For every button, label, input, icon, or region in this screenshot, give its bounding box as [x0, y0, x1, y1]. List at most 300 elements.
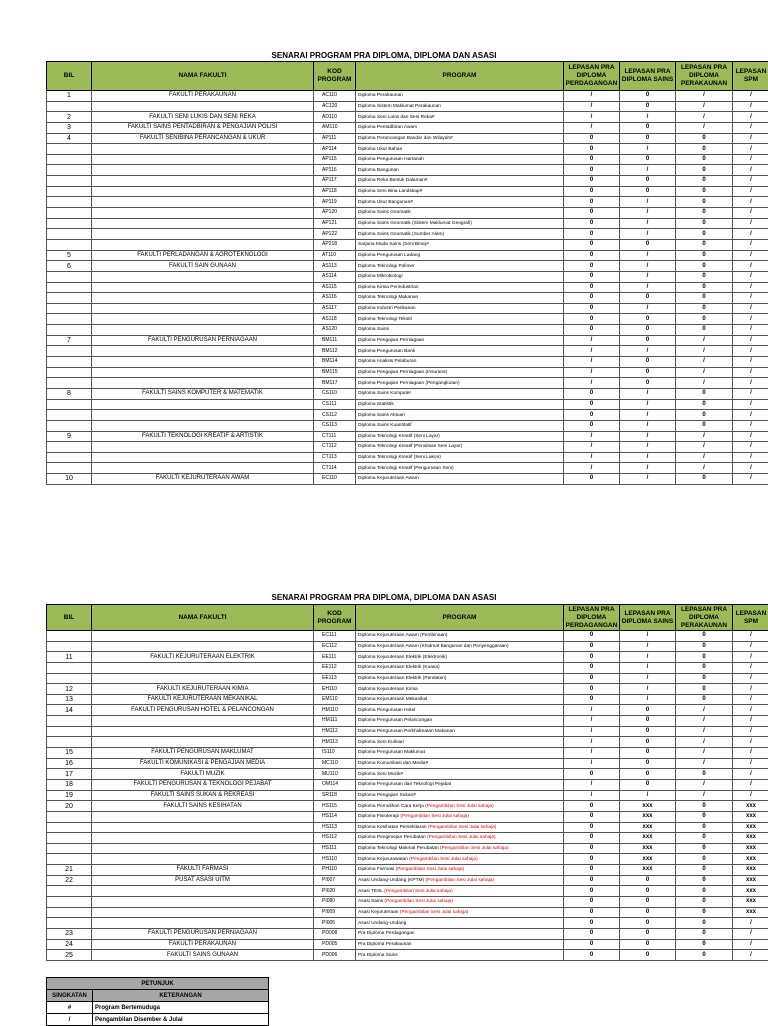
program-name-cell — [356, 907, 564, 918]
bil-cell — [47, 843, 92, 854]
pra-diploma-perakaunan-cell: 0 — [676, 293, 733, 304]
pra-diploma-perakaunan-cell: / — [676, 737, 733, 748]
bil-cell: 14 — [47, 705, 92, 716]
faculty-name-cell — [92, 907, 314, 918]
table-row — [47, 641, 768, 652]
pra-diploma-perakaunan-cell: / — [676, 112, 733, 123]
program-code-cell: CT112 — [314, 442, 356, 453]
pra-diploma-perakaunan-cell: 0 — [676, 474, 733, 485]
program-name-cell — [356, 452, 564, 463]
pra-diploma-sains-cell: xxx — [620, 865, 676, 876]
pra-diploma-sains-cell: 0 — [620, 133, 676, 144]
program-code-cell: BM115 — [314, 367, 356, 378]
program-name-text: Diploma Kejuruteraan Elektrik (Kuasa) — [358, 665, 440, 670]
pra-diploma-perakaunan-cell: 0 — [676, 652, 733, 663]
pra-diploma-perakaunan-cell: 0 — [676, 218, 733, 229]
program-code-cell: EC110 — [314, 474, 356, 485]
spm-cell: / — [733, 779, 768, 790]
spm-cell: / — [733, 154, 768, 165]
program-name-cell — [356, 652, 564, 663]
program-name-cell — [356, 790, 564, 801]
pra-diploma-perdagangan-cell: 0 — [564, 165, 620, 176]
pra-diploma-perakaunan-cell: 0 — [676, 854, 733, 865]
pra-diploma-perakaunan-cell: 0 — [676, 928, 733, 939]
spm-cell: / — [733, 176, 768, 187]
bil-cell: 9 — [47, 431, 92, 442]
legend-symbol: / — [47, 1014, 93, 1026]
program-code-cell: CS112 — [314, 410, 356, 421]
faculty-name-cell — [92, 662, 314, 673]
pra-diploma-perdagangan-cell: 0 — [564, 641, 620, 652]
program-name-cell — [356, 420, 564, 431]
pra-diploma-perakaunan-cell: 0 — [676, 239, 733, 250]
faculty-name-cell — [92, 822, 314, 833]
pra-diploma-sains-cell: 0 — [620, 176, 676, 187]
program-name-text: Diploma Sains Aktuari — [358, 413, 405, 418]
bil-cell — [47, 378, 92, 389]
program-name-cell — [356, 367, 564, 378]
table-row — [47, 716, 768, 727]
table-row — [47, 176, 768, 187]
pra-diploma-perakaunan-cell: 0 — [676, 822, 733, 833]
program-code-cell: EH110 — [314, 684, 356, 695]
pra-diploma-perdagangan-cell: 0 — [564, 208, 620, 219]
table-row — [47, 854, 768, 865]
table-row — [47, 726, 768, 737]
faculty-name-cell: FAKULTI SENI LUKIS DAN SENI REKA — [92, 112, 314, 123]
pra-diploma-perdagangan-cell: / — [564, 705, 620, 716]
pra-diploma-perakaunan-cell: 0 — [676, 186, 733, 197]
pra-diploma-perakaunan-cell: 0 — [676, 843, 733, 854]
bil-cell: 4 — [47, 133, 92, 144]
program-name-cell — [356, 186, 564, 197]
pra-diploma-perdagangan-cell: 0 — [564, 144, 620, 155]
pra-diploma-perakaunan-cell: / — [676, 357, 733, 368]
table-row — [47, 950, 768, 961]
pra-diploma-perakaunan-cell: 0 — [676, 631, 733, 642]
program-code-cell: BM112 — [314, 346, 356, 357]
program-name-cell — [356, 463, 564, 474]
pra-diploma-sains-cell: / — [620, 282, 676, 293]
bil-cell — [47, 239, 92, 250]
pra-diploma-sains-cell: / — [620, 197, 676, 208]
bil-cell — [47, 410, 92, 421]
pra-diploma-sains-cell: / — [620, 641, 676, 652]
table-row — [47, 420, 768, 431]
pra-diploma-sains-cell: 0 — [620, 122, 676, 133]
header-kod-program: KOD PROGRAM — [314, 62, 356, 91]
program-name-text: Diploma Sains Komputer — [358, 391, 411, 396]
bil-cell — [47, 165, 92, 176]
program-name-cell — [356, 811, 564, 822]
bil-cell — [47, 641, 92, 652]
table-row — [47, 442, 768, 453]
program-name-text: Diploma Farmasi — [358, 867, 396, 872]
program-name-text: Diploma Analisis Pelaburan — [358, 359, 416, 364]
spm-cell: / — [733, 388, 768, 399]
program-name-text: Diploma Kimia Perindustrian — [358, 285, 419, 290]
pra-diploma-sains-cell: 0 — [620, 314, 676, 325]
table-row — [47, 748, 768, 759]
spm-cell: xxx — [733, 886, 768, 897]
bil-cell — [47, 197, 92, 208]
program-code-cell: AP111 — [314, 133, 356, 144]
program-code-cell: EE111 — [314, 652, 356, 663]
pra-diploma-perdagangan-cell: 0 — [564, 420, 620, 431]
faculty-name-cell: FAKULTI SAINS SUKAN & REKREASI — [92, 790, 314, 801]
pra-diploma-perakaunan-cell: 0 — [676, 886, 733, 897]
program-code-cell: AT110 — [314, 250, 356, 261]
program-name-cell — [356, 314, 564, 325]
bil-cell — [47, 918, 92, 929]
faculty-name-cell — [92, 442, 314, 453]
program-name-cell — [356, 431, 564, 442]
pra-diploma-perakaunan-cell: 0 — [676, 662, 733, 673]
bil-cell — [47, 293, 92, 304]
pra-diploma-perdagangan-cell: 0 — [564, 261, 620, 272]
program-name-cell — [356, 239, 564, 250]
program-name-text: Diploma Statistik — [358, 402, 394, 407]
pra-diploma-perakaunan-cell: 0 — [676, 811, 733, 822]
program-name-cell — [356, 662, 564, 673]
program-name-text: Diploma Teknologi Makmal Perubatan — [358, 846, 440, 851]
pra-diploma-perdagangan-cell: / — [564, 431, 620, 442]
program-name-text: Diploma Pengurusan dan Teknologi Pejabat — [358, 782, 451, 787]
program-code-cell: IS110 — [314, 748, 356, 759]
program-name-cell — [356, 91, 564, 102]
program-code-cell: AS118 — [314, 314, 356, 325]
faculty-name-cell — [92, 367, 314, 378]
spm-cell: / — [733, 314, 768, 325]
table-row — [47, 811, 768, 822]
program-name-cell — [356, 282, 564, 293]
bil-cell — [47, 662, 92, 673]
spm-cell: xxx — [733, 801, 768, 812]
table-row — [47, 779, 768, 790]
spm-cell: / — [733, 410, 768, 421]
page-title: SENARAI PROGRAM PRA DIPLOMA, DIPLOMA DAN ASASI — [0, 51, 768, 60]
legend-table — [46, 977, 269, 1026]
pra-diploma-sains-cell: / — [620, 790, 676, 801]
pra-diploma-perdagangan-cell: 0 — [564, 176, 620, 187]
program-code-cell: PD008 — [314, 928, 356, 939]
pra-diploma-perdagangan-cell: 0 — [564, 907, 620, 918]
program-name-cell — [356, 154, 564, 165]
program-code-cell: AS116 — [314, 293, 356, 304]
program-name-cell — [356, 875, 564, 886]
pra-diploma-sains-cell: 0 — [620, 293, 676, 304]
pra-diploma-sains-cell: / — [620, 165, 676, 176]
spm-cell: xxx — [733, 811, 768, 822]
bil-cell — [47, 144, 92, 155]
pra-diploma-sains-cell: / — [620, 144, 676, 155]
faculty-name-cell — [92, 843, 314, 854]
intake-note: (Pengambilan Sesi Julai sahaja) — [409, 857, 478, 862]
intake-note: (Pengambilan Sesi Julai sahaja) — [400, 814, 469, 819]
table-row — [47, 897, 768, 908]
program-name-cell — [356, 939, 564, 950]
faculty-name-cell: FAKULTI KEJURUTERAAN ELEKTRIK — [92, 652, 314, 663]
faculty-name-cell: FAKULTI PENGURUSAN MAKLUMAT — [92, 748, 314, 759]
faculty-name-cell — [92, 229, 314, 240]
pra-diploma-perdagangan-cell: / — [564, 758, 620, 769]
legend-title: PETUNJUK — [47, 978, 269, 990]
pra-diploma-perakaunan-cell: / — [676, 346, 733, 357]
pra-diploma-perdagangan-cell: / — [564, 737, 620, 748]
bil-cell: 2 — [47, 112, 92, 123]
program-name-text: Diploma Kejururawatan — [358, 857, 409, 862]
table-row — [47, 865, 768, 876]
table-row — [47, 282, 768, 293]
table-row — [47, 431, 768, 442]
spm-cell: / — [733, 144, 768, 155]
pra-diploma-perdagangan-cell: 0 — [564, 865, 620, 876]
pra-diploma-perdagangan-cell: 0 — [564, 186, 620, 197]
pra-diploma-sains-cell: / — [620, 463, 676, 474]
bil-cell: 22 — [47, 875, 92, 886]
table-row — [47, 474, 768, 485]
pra-diploma-perakaunan-cell: 0 — [676, 801, 733, 812]
faculty-name-cell — [92, 716, 314, 727]
program-code-cell: PD006 — [314, 950, 356, 961]
table-row — [47, 833, 768, 844]
pra-diploma-sains-cell: 0 — [620, 779, 676, 790]
program-name-text: Diploma Sains Geomatik (Sistem Maklumat Geografi) — [358, 221, 472, 226]
spm-cell: / — [733, 186, 768, 197]
faculty-name-cell: FAKULTI PENGURUSAN PERNIAGAAN — [92, 928, 314, 939]
faculty-name-cell — [92, 314, 314, 325]
spm-cell: / — [733, 474, 768, 485]
spm-cell: / — [733, 261, 768, 272]
pra-diploma-perdagangan-cell: 0 — [564, 673, 620, 684]
pra-diploma-sains-cell: xxx — [620, 854, 676, 865]
bil-cell: 17 — [47, 769, 92, 780]
pra-diploma-perakaunan-cell: 0 — [676, 420, 733, 431]
pra-diploma-sains-cell: / — [620, 662, 676, 673]
bil-cell: 21 — [47, 865, 92, 876]
spm-cell: xxx — [733, 833, 768, 844]
faculty-name-cell — [92, 463, 314, 474]
bil-cell — [47, 176, 92, 187]
faculty-name-cell — [92, 897, 314, 908]
pra-diploma-perakaunan-cell: / — [676, 758, 733, 769]
table-row — [47, 769, 768, 780]
pra-diploma-perdagangan-cell: / — [564, 442, 620, 453]
program-code-cell: CT113 — [314, 452, 356, 463]
program-table-1 — [46, 61, 768, 485]
spm-cell: / — [733, 769, 768, 780]
program-name-cell — [356, 335, 564, 346]
program-name-cell — [356, 378, 564, 389]
program-name-cell — [356, 112, 564, 123]
spm-cell: xxx — [733, 907, 768, 918]
spm-cell: / — [733, 122, 768, 133]
program-code-cell: BM111 — [314, 335, 356, 346]
table-row — [47, 463, 768, 474]
bil-cell: 12 — [47, 684, 92, 695]
program-name-cell — [356, 694, 564, 705]
bil-cell: 3 — [47, 122, 92, 133]
bil-cell — [47, 208, 92, 219]
faculty-name-cell: FAKULTI PERLADANGAN & AGROTEKNOLOGI — [92, 250, 314, 261]
program-name-text: Diploma Teknologi Polimer — [358, 264, 415, 269]
pra-diploma-perakaunan-cell: 0 — [676, 197, 733, 208]
program-name-cell — [356, 399, 564, 410]
program-code-cell: AS113 — [314, 261, 356, 272]
program-code-cell: MC110 — [314, 758, 356, 769]
program-name-text: Diploma Kejuruteraan Elektrik (Elektronik) — [358, 655, 447, 660]
program-name-cell — [356, 388, 564, 399]
pra-diploma-perdagangan-cell: 0 — [564, 897, 620, 908]
pra-diploma-perakaunan-cell: 0 — [676, 282, 733, 293]
program-name-text: Pra Diploma Perakaunan — [358, 942, 412, 947]
pra-diploma-perdagangan-cell: / — [564, 716, 620, 727]
spm-cell: / — [733, 357, 768, 368]
pra-diploma-perdagangan-cell: 0 — [564, 399, 620, 410]
bil-cell — [47, 314, 92, 325]
program-name-text: Diploma Pengurusan Bank — [358, 349, 415, 354]
program-code-cell: AS114 — [314, 271, 356, 282]
program-name-cell — [356, 144, 564, 155]
bil-cell: 18 — [47, 779, 92, 790]
spm-cell: / — [733, 208, 768, 219]
pra-diploma-sains-cell: 0 — [620, 154, 676, 165]
pra-diploma-perdagangan-cell: / — [564, 367, 620, 378]
program-code-cell: AC110 — [314, 91, 356, 102]
table-row — [47, 229, 768, 240]
page-title-2: SENARAI PROGRAM PRA DIPLOMA, DIPLOMA DAN ASASI — [0, 593, 768, 602]
pra-diploma-sains-cell: 0 — [620, 186, 676, 197]
spm-cell: / — [733, 250, 768, 261]
program-code-cell: PI009 — [314, 907, 356, 918]
program-name-text: Diploma Sains Kuantitatif — [358, 423, 412, 428]
program-name-cell — [356, 716, 564, 727]
program-name-cell — [356, 229, 564, 240]
pra-diploma-perakaunan-cell: 0 — [676, 641, 733, 652]
program-code-cell: BM114 — [314, 357, 356, 368]
table-row — [47, 694, 768, 705]
table-row — [47, 367, 768, 378]
bil-cell — [47, 218, 92, 229]
pra-diploma-sains-cell: xxx — [620, 822, 676, 833]
pra-diploma-sains-cell: xxx — [620, 833, 676, 844]
program-name-text: Diploma Kejuruteraan Kimia — [358, 687, 418, 692]
pra-diploma-perakaunan-cell: 0 — [676, 684, 733, 695]
spm-cell: xxx — [733, 822, 768, 833]
spm-cell: xxx — [733, 897, 768, 908]
pra-diploma-perakaunan-cell: 0 — [676, 133, 733, 144]
faculty-name-cell — [92, 410, 314, 421]
pra-diploma-perakaunan-cell: / — [676, 790, 733, 801]
faculty-name-cell — [92, 325, 314, 336]
pra-diploma-sains-cell: / — [620, 410, 676, 421]
pra-diploma-sains-cell: / — [620, 388, 676, 399]
pra-diploma-perakaunan-cell: 0 — [676, 154, 733, 165]
faculty-name-cell: FAKULTI SAINS PENTADBIRAN & PENGAJIAN POLISI — [92, 122, 314, 133]
program-name-text: Diploma Pengurusan Hartanah — [358, 157, 424, 162]
spm-cell: / — [733, 133, 768, 144]
table-row — [47, 843, 768, 854]
pra-diploma-sains-cell: / — [620, 303, 676, 314]
pra-diploma-perdagangan-cell: 0 — [564, 293, 620, 304]
program-code-cell: PI005 — [314, 918, 356, 929]
spm-cell: / — [733, 335, 768, 346]
pra-diploma-perdagangan-cell: / — [564, 779, 620, 790]
spm-cell: / — [733, 662, 768, 673]
program-code-cell: AP115 — [314, 154, 356, 165]
pra-diploma-sains-cell: 0 — [620, 378, 676, 389]
pra-diploma-perdagangan-cell: 0 — [564, 833, 620, 844]
program-name-text: Diploma Teknologi Kreatif (Seni Layar) — [358, 434, 440, 439]
table-row — [47, 293, 768, 304]
bil-cell: 25 — [47, 950, 92, 961]
pra-diploma-perdagangan-cell: 0 — [564, 133, 620, 144]
pra-diploma-sains-cell: / — [620, 474, 676, 485]
pra-diploma-perdagangan-cell: / — [564, 378, 620, 389]
program-code-cell: OM114 — [314, 779, 356, 790]
program-name-cell — [356, 748, 564, 759]
spm-cell: xxx — [733, 865, 768, 876]
table-row — [47, 357, 768, 368]
program-code-cell: AD110 — [314, 112, 356, 123]
table-row — [47, 939, 768, 950]
program-code-cell: SR118 — [314, 790, 356, 801]
pra-diploma-sains-cell: / — [620, 442, 676, 453]
header-pra-diploma-perdagangan: LEPASAN PRA DIPLOMA PERDAGANGAN — [564, 62, 620, 91]
faculty-name-cell: FAKULTI PENGURUSAN PERNIAGAAN — [92, 335, 314, 346]
pra-diploma-perakaunan-cell: / — [676, 122, 733, 133]
pra-diploma-sains-cell: 0 — [620, 928, 676, 939]
table-row — [47, 186, 768, 197]
spm-cell: / — [733, 112, 768, 123]
pra-diploma-perakaunan-cell: 0 — [676, 261, 733, 272]
program-name-text: Diploma Pengurusan Ladang — [358, 253, 420, 258]
program-code-cell: EM110 — [314, 694, 356, 705]
pra-diploma-perdagangan-cell: / — [564, 726, 620, 737]
pra-diploma-sains-cell: 0 — [620, 101, 676, 112]
program-name-cell — [356, 705, 564, 716]
faculty-name-cell — [92, 239, 314, 250]
spm-cell: / — [733, 928, 768, 939]
pra-diploma-sains-cell: 0 — [620, 737, 676, 748]
faculty-name-cell — [92, 208, 314, 219]
program-code-cell: PI020 — [314, 886, 356, 897]
program-name-cell — [356, 843, 564, 854]
table-row — [47, 165, 768, 176]
header-spm: LEPASAN SPM — [733, 605, 768, 631]
program-name-text: Diploma Teknologi Makanan — [358, 295, 418, 300]
program-name-text: Diploma Pengimejan Perubatan — [358, 835, 427, 840]
spm-cell: / — [733, 420, 768, 431]
pra-diploma-sains-cell: 0 — [620, 748, 676, 759]
pra-diploma-sains-cell: / — [620, 218, 676, 229]
table-row — [47, 346, 768, 357]
program-name-cell — [356, 918, 564, 929]
table-row — [47, 154, 768, 165]
spm-cell: / — [733, 197, 768, 208]
program-code-cell: AP117 — [314, 176, 356, 187]
faculty-name-cell — [92, 154, 314, 165]
pra-diploma-perdagangan-cell: / — [564, 112, 620, 123]
table-row — [47, 271, 768, 282]
faculty-name-cell — [92, 811, 314, 822]
faculty-name-cell — [92, 271, 314, 282]
table-row — [47, 261, 768, 272]
pra-diploma-perakaunan-cell: / — [676, 726, 733, 737]
pra-diploma-perdagangan-cell: 0 — [564, 631, 620, 642]
pra-diploma-perdagangan-cell: / — [564, 357, 620, 368]
pra-diploma-sains-cell: xxx — [620, 843, 676, 854]
